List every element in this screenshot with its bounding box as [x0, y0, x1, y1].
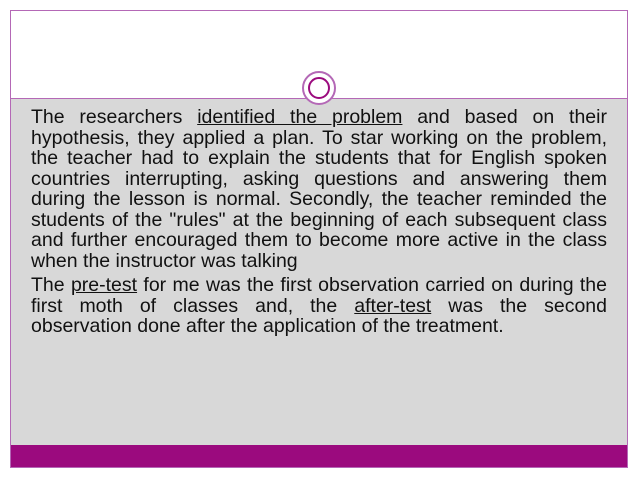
- text-segment: The: [31, 274, 71, 296]
- text-segment: for me was the first observation carried on during the first moth of classes and, the: [31, 274, 607, 317]
- bottom-accent-band: [11, 445, 627, 467]
- slide-frame: [10, 10, 628, 468]
- circle-ornament-icon: [302, 71, 336, 105]
- circle-ornament-inner: [308, 77, 330, 99]
- text-segment: The researchers: [31, 106, 198, 128]
- body-text: [31, 107, 607, 341]
- text-segment: was the second observation done after the application of the treatment.: [31, 294, 607, 337]
- paragraph-2: [31, 275, 607, 337]
- text-segment: and based on their hypothesis, they applied a plan. To star working on the problem, the teacher had to explain the students that for English spoken countries interrupting, asking questions and answering them during the lesson is normal. Secondly, the teacher reminded the students of the "rules" at the beginning of each subsequent class and further encouraged them to become more active in the class when the instructor was talking: [31, 106, 607, 272]
- paragraph-1: [31, 107, 607, 271]
- underlined-phrase: identified the problem: [197, 106, 403, 128]
- underlined-phrase: pre-test: [70, 274, 138, 296]
- underlined-phrase: after-test: [354, 294, 432, 317]
